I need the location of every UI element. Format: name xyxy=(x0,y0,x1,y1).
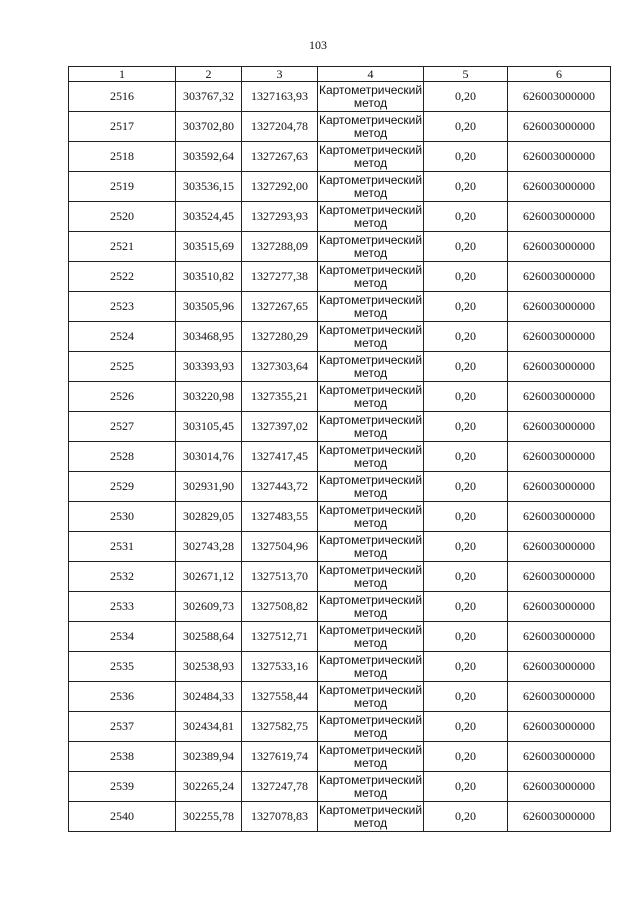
method-cell xyxy=(318,82,424,112)
point-number-cell: 2525 xyxy=(69,352,176,382)
table-row xyxy=(69,472,611,502)
code-cell: 626003000000 xyxy=(508,742,611,772)
method-line-1: Картометрический xyxy=(318,502,423,517)
x-coordinate-cell: 302829,05 xyxy=(176,502,242,532)
y-coordinate-cell: 1327504,96 xyxy=(242,532,318,562)
code-cell: 626003000000 xyxy=(508,322,611,352)
table-row xyxy=(69,172,611,202)
method-line-2: метод xyxy=(353,485,388,500)
x-coordinate-cell: 302389,94 xyxy=(176,742,242,772)
method-line-1: Картометрический xyxy=(318,802,423,817)
method-cell xyxy=(318,142,424,172)
code-cell: 626003000000 xyxy=(508,292,611,322)
x-coordinate-cell: 303510,82 xyxy=(176,262,242,292)
point-number-cell: 2537 xyxy=(69,712,176,742)
code-cell: 626003000000 xyxy=(508,352,611,382)
x-coordinate-cell: 303702,80 xyxy=(176,112,242,142)
point-number-cell: 2517 xyxy=(69,112,176,142)
point-number-cell: 2520 xyxy=(69,202,176,232)
accuracy-cell: 0,20 xyxy=(424,292,508,322)
accuracy-cell: 0,20 xyxy=(424,562,508,592)
method-line-1: Картометрический xyxy=(318,622,423,637)
code-cell: 626003000000 xyxy=(508,172,611,202)
code-cell: 626003000000 xyxy=(508,232,611,262)
code-cell: 626003000000 xyxy=(508,472,611,502)
point-number-cell: 2533 xyxy=(69,592,176,622)
method-cell xyxy=(318,382,424,412)
method-line-2: метод xyxy=(353,455,388,470)
table-row xyxy=(69,352,611,382)
table-row xyxy=(69,682,611,712)
point-number-cell: 2532 xyxy=(69,562,176,592)
method-cell xyxy=(318,712,424,742)
y-coordinate-cell: 1327417,45 xyxy=(242,442,318,472)
column-header: 2 xyxy=(176,67,242,82)
accuracy-cell: 0,20 xyxy=(424,742,508,772)
code-cell: 626003000000 xyxy=(508,82,611,112)
method-cell xyxy=(318,472,424,502)
y-coordinate-cell: 1327204,78 xyxy=(242,112,318,142)
code-cell: 626003000000 xyxy=(508,652,611,682)
y-coordinate-cell: 1327267,65 xyxy=(242,292,318,322)
y-coordinate-cell: 1327533,16 xyxy=(242,652,318,682)
method-line-2: метод xyxy=(353,395,388,410)
method-line-2: метод xyxy=(353,665,388,680)
table-header-row xyxy=(69,67,611,82)
table-row xyxy=(69,322,611,352)
table-row xyxy=(69,502,611,532)
x-coordinate-cell: 303468,95 xyxy=(176,322,242,352)
point-number-cell: 2536 xyxy=(69,682,176,712)
method-line-1: Картометрический xyxy=(318,382,423,397)
x-coordinate-cell: 303536,15 xyxy=(176,172,242,202)
accuracy-cell: 0,20 xyxy=(424,592,508,622)
method-cell xyxy=(318,592,424,622)
y-coordinate-cell: 1327292,00 xyxy=(242,172,318,202)
column-header: 3 xyxy=(242,67,318,82)
code-cell: 626003000000 xyxy=(508,682,611,712)
point-number-cell: 2539 xyxy=(69,772,176,802)
method-cell xyxy=(318,802,424,832)
method-line-2: метод xyxy=(353,245,388,260)
method-line-2: метод xyxy=(353,305,388,320)
x-coordinate-cell: 302434,81 xyxy=(176,712,242,742)
table-row xyxy=(69,442,611,472)
accuracy-cell: 0,20 xyxy=(424,532,508,562)
method-cell xyxy=(318,442,424,472)
point-number-cell: 2521 xyxy=(69,232,176,262)
accuracy-cell: 0,20 xyxy=(424,472,508,502)
table-row xyxy=(69,712,611,742)
point-number-cell: 2534 xyxy=(69,622,176,652)
y-coordinate-cell: 1327513,70 xyxy=(242,562,318,592)
x-coordinate-cell: 303393,93 xyxy=(176,352,242,382)
x-coordinate-cell: 302588,64 xyxy=(176,622,242,652)
accuracy-cell: 0,20 xyxy=(424,262,508,292)
accuracy-cell: 0,20 xyxy=(424,232,508,262)
point-number-cell: 2529 xyxy=(69,472,176,502)
x-coordinate-cell: 303524,45 xyxy=(176,202,242,232)
accuracy-cell: 0,20 xyxy=(424,172,508,202)
code-cell: 626003000000 xyxy=(508,532,611,562)
method-line-2: метод xyxy=(353,575,388,590)
point-number-cell: 2527 xyxy=(69,412,176,442)
accuracy-cell: 0,20 xyxy=(424,112,508,142)
x-coordinate-cell: 302538,93 xyxy=(176,652,242,682)
code-cell: 626003000000 xyxy=(508,442,611,472)
column-header: 4 xyxy=(318,67,424,82)
x-coordinate-cell: 303592,64 xyxy=(176,142,242,172)
method-line-1: Картометрический xyxy=(318,742,423,757)
point-number-cell: 2518 xyxy=(69,142,176,172)
table-row xyxy=(69,112,611,142)
table-row xyxy=(69,382,611,412)
accuracy-cell: 0,20 xyxy=(424,802,508,832)
method-cell xyxy=(318,412,424,442)
column-header: 1 xyxy=(69,67,176,82)
x-coordinate-cell: 302743,28 xyxy=(176,532,242,562)
table-row xyxy=(69,592,611,622)
accuracy-cell: 0,20 xyxy=(424,322,508,352)
point-number-cell: 2519 xyxy=(69,172,176,202)
method-line-2: метод xyxy=(353,335,388,350)
y-coordinate-cell: 1327078,83 xyxy=(242,802,318,832)
method-line-1: Картометрический xyxy=(318,202,423,217)
y-coordinate-cell: 1327558,44 xyxy=(242,682,318,712)
code-cell: 626003000000 xyxy=(508,712,611,742)
point-number-cell: 2528 xyxy=(69,442,176,472)
table-row xyxy=(69,622,611,652)
x-coordinate-cell: 303220,98 xyxy=(176,382,242,412)
method-line-1: Картометрический xyxy=(318,532,423,547)
point-number-cell: 2524 xyxy=(69,322,176,352)
method-cell xyxy=(318,352,424,382)
accuracy-cell: 0,20 xyxy=(424,652,508,682)
y-coordinate-cell: 1327293,93 xyxy=(242,202,318,232)
accuracy-cell: 0,20 xyxy=(424,682,508,712)
table-row xyxy=(69,772,611,802)
method-cell xyxy=(318,262,424,292)
code-cell: 626003000000 xyxy=(508,202,611,232)
column-header: 5 xyxy=(424,67,508,82)
table-row xyxy=(69,742,611,772)
method-cell xyxy=(318,532,424,562)
table-row xyxy=(69,532,611,562)
table-row xyxy=(69,232,611,262)
code-cell: 626003000000 xyxy=(508,772,611,802)
table-row xyxy=(69,292,611,322)
y-coordinate-cell: 1327355,21 xyxy=(242,382,318,412)
method-line-1: Картометрический xyxy=(318,172,423,187)
method-line-1: Картометрический xyxy=(318,82,423,97)
x-coordinate-cell: 303505,96 xyxy=(176,292,242,322)
method-line-2: метод xyxy=(353,365,388,380)
table-row xyxy=(69,202,611,232)
method-cell xyxy=(318,652,424,682)
method-line-2: метод xyxy=(353,605,388,620)
y-coordinate-cell: 1327303,64 xyxy=(242,352,318,382)
table-row xyxy=(69,652,611,682)
y-coordinate-cell: 1327247,78 xyxy=(242,772,318,802)
method-line-2: метод xyxy=(353,785,388,800)
method-line-2: метод xyxy=(353,815,388,830)
y-coordinate-cell: 1327619,74 xyxy=(242,742,318,772)
y-coordinate-cell: 1327512,71 xyxy=(242,622,318,652)
y-coordinate-cell: 1327483,55 xyxy=(242,502,318,532)
point-number-cell: 2530 xyxy=(69,502,176,532)
accuracy-cell: 0,20 xyxy=(424,412,508,442)
code-cell: 626003000000 xyxy=(508,262,611,292)
method-cell xyxy=(318,772,424,802)
method-line-1: Картометрический xyxy=(318,142,423,157)
point-number-cell: 2523 xyxy=(69,292,176,322)
method-line-1: Картометрический xyxy=(318,442,423,457)
table-row xyxy=(69,82,611,112)
x-coordinate-cell: 303767,32 xyxy=(176,82,242,112)
coordinates-table xyxy=(68,66,611,832)
accuracy-cell: 0,20 xyxy=(424,202,508,232)
method-cell xyxy=(318,112,424,142)
method-line-2: метод xyxy=(353,635,388,650)
y-coordinate-cell: 1327508,82 xyxy=(242,592,318,622)
table-row xyxy=(69,142,611,172)
table-row xyxy=(69,802,611,832)
accuracy-cell: 0,20 xyxy=(424,382,508,412)
code-cell: 626003000000 xyxy=(508,502,611,532)
code-cell: 626003000000 xyxy=(508,382,611,412)
method-cell xyxy=(318,232,424,262)
x-coordinate-cell: 302484,33 xyxy=(176,682,242,712)
method-line-1: Картометрический xyxy=(318,712,423,727)
method-cell xyxy=(318,562,424,592)
method-line-1: Картометрический xyxy=(318,352,423,367)
method-line-2: метод xyxy=(353,95,388,110)
point-number-cell: 2540 xyxy=(69,802,176,832)
code-cell: 626003000000 xyxy=(508,802,611,832)
table-row xyxy=(69,262,611,292)
accuracy-cell: 0,20 xyxy=(424,442,508,472)
point-number-cell: 2526 xyxy=(69,382,176,412)
table-row xyxy=(69,412,611,442)
method-cell xyxy=(318,622,424,652)
table-body xyxy=(69,82,611,832)
method-line-2: метод xyxy=(353,695,388,710)
accuracy-cell: 0,20 xyxy=(424,502,508,532)
page-number: 103 xyxy=(309,38,327,52)
method-line-2: метод xyxy=(353,755,388,770)
code-cell: 626003000000 xyxy=(508,112,611,142)
y-coordinate-cell: 1327397,02 xyxy=(242,412,318,442)
method-cell xyxy=(318,682,424,712)
accuracy-cell: 0,20 xyxy=(424,772,508,802)
accuracy-cell: 0,20 xyxy=(424,142,508,172)
point-number-cell: 2522 xyxy=(69,262,176,292)
method-line-1: Картометрический xyxy=(318,112,423,127)
method-line-2: метод xyxy=(353,155,388,170)
method-line-1: Картометрический xyxy=(318,682,423,697)
method-line-2: метод xyxy=(353,515,388,530)
method-line-2: метод xyxy=(353,215,388,230)
column-header: 6 xyxy=(508,67,611,82)
point-number-cell: 2535 xyxy=(69,652,176,682)
method-line-1: Картометрический xyxy=(318,562,423,577)
y-coordinate-cell: 1327277,38 xyxy=(242,262,318,292)
method-cell xyxy=(318,292,424,322)
method-line-2: метод xyxy=(353,125,388,140)
method-cell xyxy=(318,322,424,352)
method-line-1: Картометрический xyxy=(318,652,423,667)
y-coordinate-cell: 1327582,75 xyxy=(242,712,318,742)
method-line-1: Картометрический xyxy=(318,592,423,607)
x-coordinate-cell: 303105,45 xyxy=(176,412,242,442)
method-line-1: Картометрический xyxy=(318,472,423,487)
code-cell: 626003000000 xyxy=(508,592,611,622)
point-number-cell: 2538 xyxy=(69,742,176,772)
table-row xyxy=(69,562,611,592)
method-cell xyxy=(318,202,424,232)
x-coordinate-cell: 302671,12 xyxy=(176,562,242,592)
code-cell: 626003000000 xyxy=(508,622,611,652)
x-coordinate-cell: 303014,76 xyxy=(176,442,242,472)
accuracy-cell: 0,20 xyxy=(424,352,508,382)
method-cell xyxy=(318,502,424,532)
x-coordinate-cell: 302609,73 xyxy=(176,592,242,622)
y-coordinate-cell: 1327267,63 xyxy=(242,142,318,172)
accuracy-cell: 0,20 xyxy=(424,82,508,112)
method-line-2: метод xyxy=(353,185,388,200)
code-cell: 626003000000 xyxy=(508,412,611,442)
method-line-1: Картометрический xyxy=(318,232,423,247)
method-line-1: Картометрический xyxy=(318,412,423,427)
y-coordinate-cell: 1327443,72 xyxy=(242,472,318,502)
method-line-1: Картометрический xyxy=(318,322,423,337)
method-line-2: метод xyxy=(353,275,388,290)
method-cell xyxy=(318,742,424,772)
y-coordinate-cell: 1327280,29 xyxy=(242,322,318,352)
code-cell: 626003000000 xyxy=(508,562,611,592)
method-cell xyxy=(318,172,424,202)
method-line-2: метод xyxy=(353,725,388,740)
accuracy-cell: 0,20 xyxy=(424,622,508,652)
x-coordinate-cell: 302255,78 xyxy=(176,802,242,832)
x-coordinate-cell: 302265,24 xyxy=(176,772,242,802)
y-coordinate-cell: 1327288,09 xyxy=(242,232,318,262)
method-line-2: метод xyxy=(353,425,388,440)
y-coordinate-cell: 1327163,93 xyxy=(242,82,318,112)
method-line-1: Картометрический xyxy=(318,262,423,277)
method-line-1: Картометрический xyxy=(318,772,423,787)
accuracy-cell: 0,20 xyxy=(424,712,508,742)
x-coordinate-cell: 302931,90 xyxy=(176,472,242,502)
point-number-cell: 2516 xyxy=(69,82,176,112)
point-number-cell: 2531 xyxy=(69,532,176,562)
method-line-2: метод xyxy=(353,545,388,560)
code-cell: 626003000000 xyxy=(508,142,611,172)
method-line-1: Картометрический xyxy=(318,292,423,307)
x-coordinate-cell: 303515,69 xyxy=(176,232,242,262)
